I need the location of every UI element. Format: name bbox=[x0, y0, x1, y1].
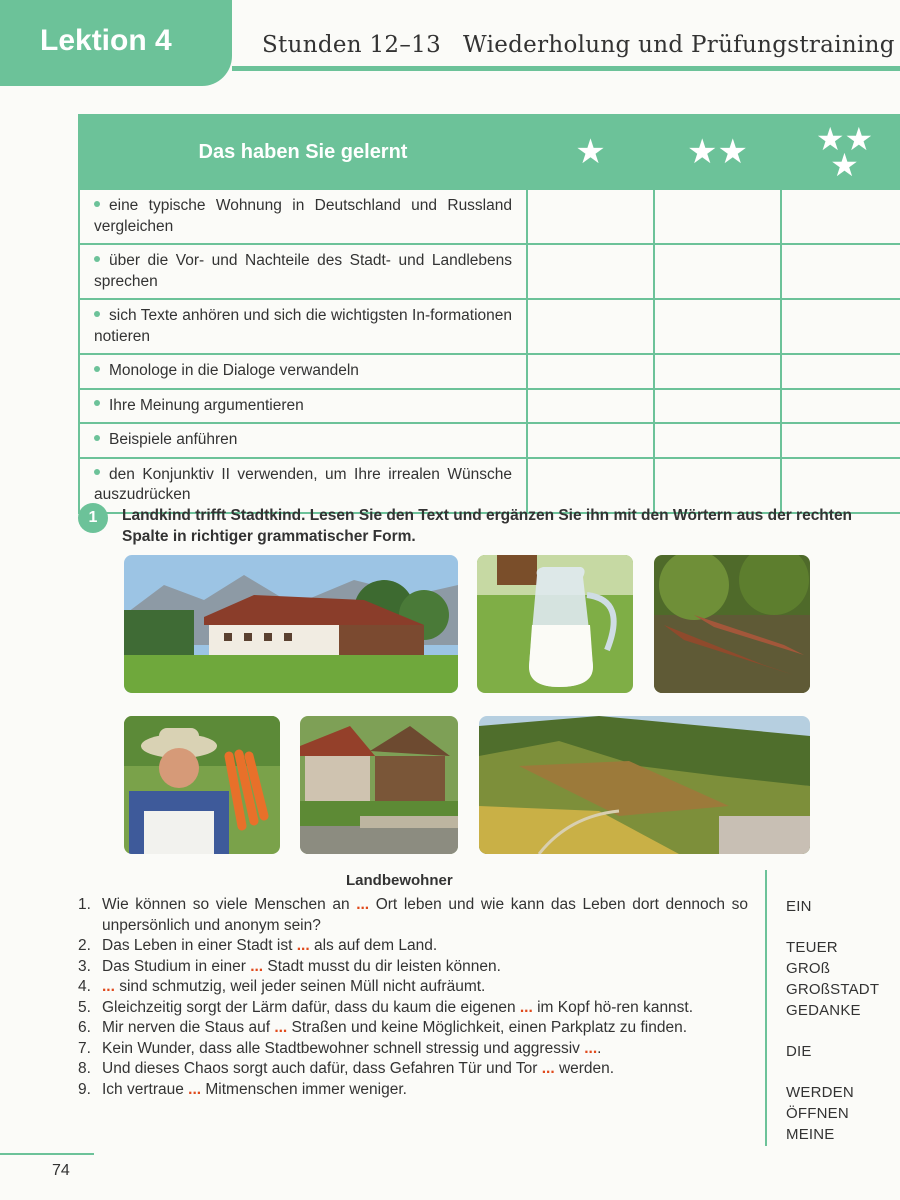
gap-marker: ... bbox=[356, 896, 370, 913]
table-title: Das haben Sie gelernt bbox=[79, 115, 527, 189]
sentence-number: 3. bbox=[78, 957, 91, 975]
sentence-text bbox=[102, 957, 748, 978]
answer-word: GEDANKE bbox=[786, 1002, 861, 1019]
rating-cell[interactable] bbox=[654, 423, 781, 458]
bullet-icon bbox=[94, 311, 100, 317]
answer-word: GROßSTADT bbox=[786, 981, 880, 998]
three-stars-top: ★★ bbox=[815, 121, 874, 157]
sentence-part: Mir nerven die Staus auf bbox=[102, 1019, 275, 1036]
sentence-number: 8. bbox=[78, 1060, 91, 1077]
sentence-item bbox=[78, 977, 748, 998]
sentence-text bbox=[102, 936, 748, 957]
sentence-text bbox=[102, 1039, 748, 1060]
skill-text: den Konjunktiv II verwenden, um Ihre irrealen Wünsche auszudrücken bbox=[94, 465, 512, 503]
self-assessment-table bbox=[78, 114, 900, 514]
sentence-text bbox=[102, 1018, 748, 1039]
footer-rule bbox=[0, 1153, 94, 1155]
answer-word: GROß bbox=[786, 960, 831, 977]
farmhouse-photo bbox=[124, 555, 458, 693]
gap-marker: ... bbox=[584, 1039, 598, 1057]
sentence-number: 6. bbox=[78, 1019, 91, 1036]
sentence-item bbox=[78, 1059, 748, 1080]
gap-marker: ... bbox=[250, 957, 264, 975]
sentence-part: werden. bbox=[554, 1060, 615, 1077]
page-number: 74 bbox=[52, 1162, 70, 1179]
lesson-label: Lektion 4 bbox=[40, 24, 172, 57]
rating-cell[interactable] bbox=[654, 389, 781, 424]
skill-text: sich Texte anhören und sich die wichtigsten In-formationen notieren bbox=[94, 307, 512, 345]
farmer-carrots-photo bbox=[124, 716, 280, 854]
rating-cell[interactable] bbox=[781, 299, 900, 354]
answer-word: MEINE bbox=[786, 1126, 835, 1143]
rating-cell[interactable] bbox=[654, 354, 781, 389]
table-row bbox=[79, 299, 900, 354]
bullet-icon bbox=[94, 201, 100, 207]
gap-marker: ... bbox=[274, 1019, 288, 1036]
rating-cell[interactable] bbox=[527, 423, 654, 458]
rating-cell[interactable] bbox=[527, 244, 654, 299]
rating-cell[interactable] bbox=[527, 354, 654, 389]
cottages-photo bbox=[300, 716, 458, 854]
sentence-part: . bbox=[597, 1039, 602, 1057]
sentence-text bbox=[102, 977, 748, 998]
rating-cell[interactable] bbox=[781, 389, 900, 424]
rating-cell[interactable] bbox=[527, 299, 654, 354]
skill-text: über die Vor- und Nachteile des Stadt- und Landlebens sprechen bbox=[94, 252, 512, 290]
skill-text: Beispiele anführen bbox=[109, 431, 238, 448]
sentence-part: als auf dem Land. bbox=[309, 937, 438, 954]
bullet-icon bbox=[94, 366, 100, 372]
gap-marker: ... bbox=[541, 1060, 555, 1077]
sentence-part: Ich vertraue bbox=[102, 1080, 189, 1098]
sentence-number: 5. bbox=[78, 998, 91, 1016]
list-title: Landbewohner bbox=[346, 872, 453, 889]
skill-text: Monologe in die Dialoge verwandeln bbox=[109, 362, 359, 379]
sentence-text bbox=[102, 1059, 748, 1080]
rowing-boats-photo bbox=[654, 555, 810, 693]
table-row bbox=[79, 244, 900, 299]
sentence-part: Und dieses Chaos sorgt auch dafür, dass Gefahren Tür und Tor bbox=[102, 1060, 542, 1077]
sentence-number: 2. bbox=[78, 937, 91, 954]
sentence-part: Stadt musst du dir leisten können. bbox=[263, 957, 501, 975]
sentence-item bbox=[78, 998, 748, 1019]
sentence-part: Mitmenschen immer weniger. bbox=[201, 1080, 407, 1098]
rating-cell[interactable] bbox=[654, 244, 781, 299]
table-row bbox=[79, 189, 900, 244]
skill-text: eine typische Wohnung in Deutschland und Russland vergleichen bbox=[94, 197, 512, 235]
sentence-part: im Kopf hö-ren kannst. bbox=[532, 998, 694, 1016]
rating-cell[interactable] bbox=[781, 423, 900, 458]
exercise-number-badge: 1 bbox=[78, 503, 108, 533]
table-row bbox=[79, 354, 900, 389]
skill-text: Ihre Meinung argumentieren bbox=[109, 396, 304, 414]
sentence-number: 4. bbox=[78, 978, 91, 995]
bullet-icon bbox=[94, 256, 100, 262]
rating-cell[interactable] bbox=[781, 244, 900, 299]
two-stars-icon: ★★ bbox=[654, 115, 781, 189]
gap-marker: ... bbox=[519, 998, 533, 1016]
header-rule bbox=[232, 66, 900, 71]
bullet-icon bbox=[94, 400, 100, 406]
gap-marker: ... bbox=[296, 937, 310, 954]
three-stars-bottom: ★ bbox=[830, 147, 859, 183]
hours-label: Stunden 12–13 bbox=[262, 32, 442, 58]
sentence-text bbox=[102, 1080, 748, 1101]
sentence-item bbox=[78, 936, 748, 957]
sentence-item bbox=[78, 957, 748, 978]
milk-jug-photo bbox=[477, 555, 633, 693]
sentence-item bbox=[78, 1080, 748, 1101]
table-row bbox=[79, 389, 900, 424]
rating-cell[interactable] bbox=[654, 189, 781, 244]
answer-word: WERDEN bbox=[786, 1084, 854, 1101]
answer-word: ÖFFNEN bbox=[786, 1105, 849, 1122]
bullet-icon bbox=[94, 469, 100, 475]
answer-word: DIE bbox=[786, 1043, 812, 1060]
sentence-part: Wie können so viele Menschen an bbox=[102, 896, 357, 913]
answer-word: EIN bbox=[786, 898, 812, 915]
one-star-icon: ★ bbox=[527, 115, 654, 189]
sentence-part: Kein Wunder, dass alle Stadtbewohner schnell stressig und aggressiv bbox=[102, 1039, 585, 1057]
gap-marker: ... bbox=[188, 1080, 202, 1098]
sentence-part: Das Leben in einer Stadt ist bbox=[102, 937, 297, 954]
sentence-part: Das Studium in einer bbox=[102, 957, 251, 975]
exercise-instruction: Landkind trifft Stadtkind. Lesen Sie den Text und ergänzen Sie ihn mit den Wörtern aus der rechten Spalte in richtiger grammatischer Form. bbox=[122, 507, 853, 545]
rating-cell[interactable] bbox=[527, 389, 654, 424]
rating-cell[interactable] bbox=[781, 189, 900, 244]
sentence-number: 1. bbox=[78, 896, 91, 913]
answer-word: TEUER bbox=[786, 939, 838, 956]
table-row bbox=[79, 423, 900, 458]
rating-cell[interactable] bbox=[527, 189, 654, 244]
three-stars-icon bbox=[781, 115, 900, 189]
sentence-item bbox=[78, 1039, 748, 1060]
sentence-text bbox=[102, 895, 748, 936]
sentence-item bbox=[78, 1018, 748, 1039]
topic-label: Wiederholung und Prüfungstraining bbox=[463, 32, 895, 58]
rating-cell[interactable] bbox=[781, 354, 900, 389]
sentence-number: 7. bbox=[78, 1039, 91, 1057]
sentence-text bbox=[102, 998, 748, 1019]
sentence-number: 9. bbox=[78, 1080, 91, 1098]
sentence-part: Gleichzeitig sorgt der Lärm dafür, dass du kaum die eigenen bbox=[102, 998, 520, 1016]
sentence-part: Straßen und keine Möglichkeit, einen Parkplatz zu finden. bbox=[287, 1019, 688, 1036]
rating-cell[interactable] bbox=[654, 299, 781, 354]
sentence-part: Ort leben und wie kann das Leben dort dennoch so unpersönlich und anonym sein? bbox=[102, 896, 748, 934]
page-title bbox=[262, 32, 895, 58]
sentence-part: sind schmutzig, weil jeder seinen Müll nicht aufräumt. bbox=[114, 978, 486, 995]
gap-marker: ... bbox=[102, 978, 115, 995]
vineyard-valley-photo bbox=[479, 716, 810, 854]
lesson-tab bbox=[0, 0, 232, 86]
bullet-icon bbox=[94, 435, 100, 441]
column-divider bbox=[765, 870, 767, 1146]
sentence-list bbox=[78, 895, 748, 1100]
sentence-item bbox=[78, 895, 748, 936]
